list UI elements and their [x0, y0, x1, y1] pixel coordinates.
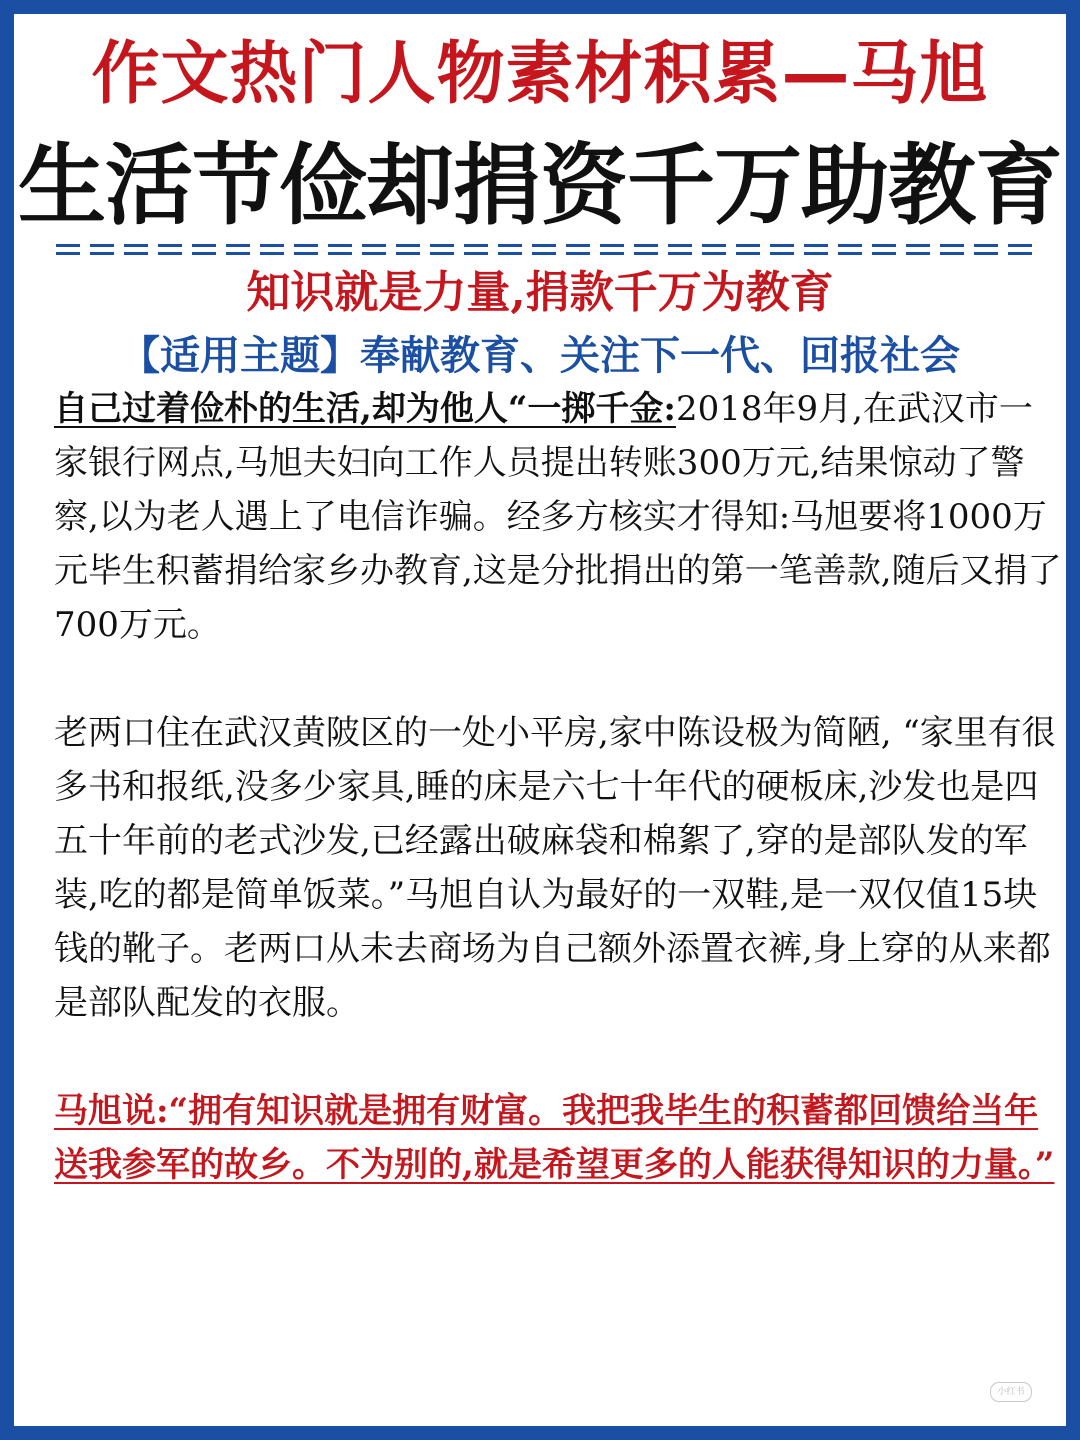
subtitle: 知识就是力量,捐款千万为教育 [246, 267, 834, 318]
paragraph-donation-text: 2018年9月,在武汉市一家银行网点,马旭夫妇向工作人员提出转账300万元,结果惊动了警察,以为老人遇上了电信诈骗。经多方核实才得知:马旭要将1000万元毕生积蓄捐给家乡办教育,这是分批捐出的第一笔善款,随后又捐了700万元。 [54, 389, 1062, 645]
title-line-2: 生活节俭却捐资千万助教育 [17, 134, 1062, 237]
dashed-divider [56, 244, 1038, 256]
paragraph-spacer [54, 1030, 1062, 1084]
watermark-logo: 小红书 [990, 1382, 1032, 1402]
paragraph-lead: 自己过着俭朴的生活,却为他人“一掷千金: [54, 389, 676, 429]
paragraph-spacer [54, 652, 1062, 706]
ma-xu-quote: 马旭说:“拥有知识就是拥有财富。我把我毕生的积蓄都回馈给当年送我参军的故乡。不为别的,就是希望更多的人能获得知识的力量。” [54, 1091, 1055, 1185]
paragraph-donation [54, 382, 1062, 652]
applicable-themes: 【适用主题】奉献教育、关注下一代、回报社会 [120, 332, 960, 379]
paragraph-frugal-life: 老两口住在武汉黄陂区的一处小平房,家中陈设极为简陋, “家里有很多书和报纸,没多少家具,睡的床是六七十年代的硬板床,沙发也是四五十年前的老式沙发,已经露出破麻袋和棉絮了,穿的是部队发的军装,吃的都是简单饭菜。”马旭自认为最好的一双鞋,是一双仅值15块钱的靴子。老两口从未去商场为自己额外添置衣裤,身上穿的从来都是部队配发的衣服。 [54, 713, 1056, 1023]
title-line-1: 作文热门人物素材积累—马旭 [91, 35, 989, 114]
article-body [54, 382, 1062, 1192]
